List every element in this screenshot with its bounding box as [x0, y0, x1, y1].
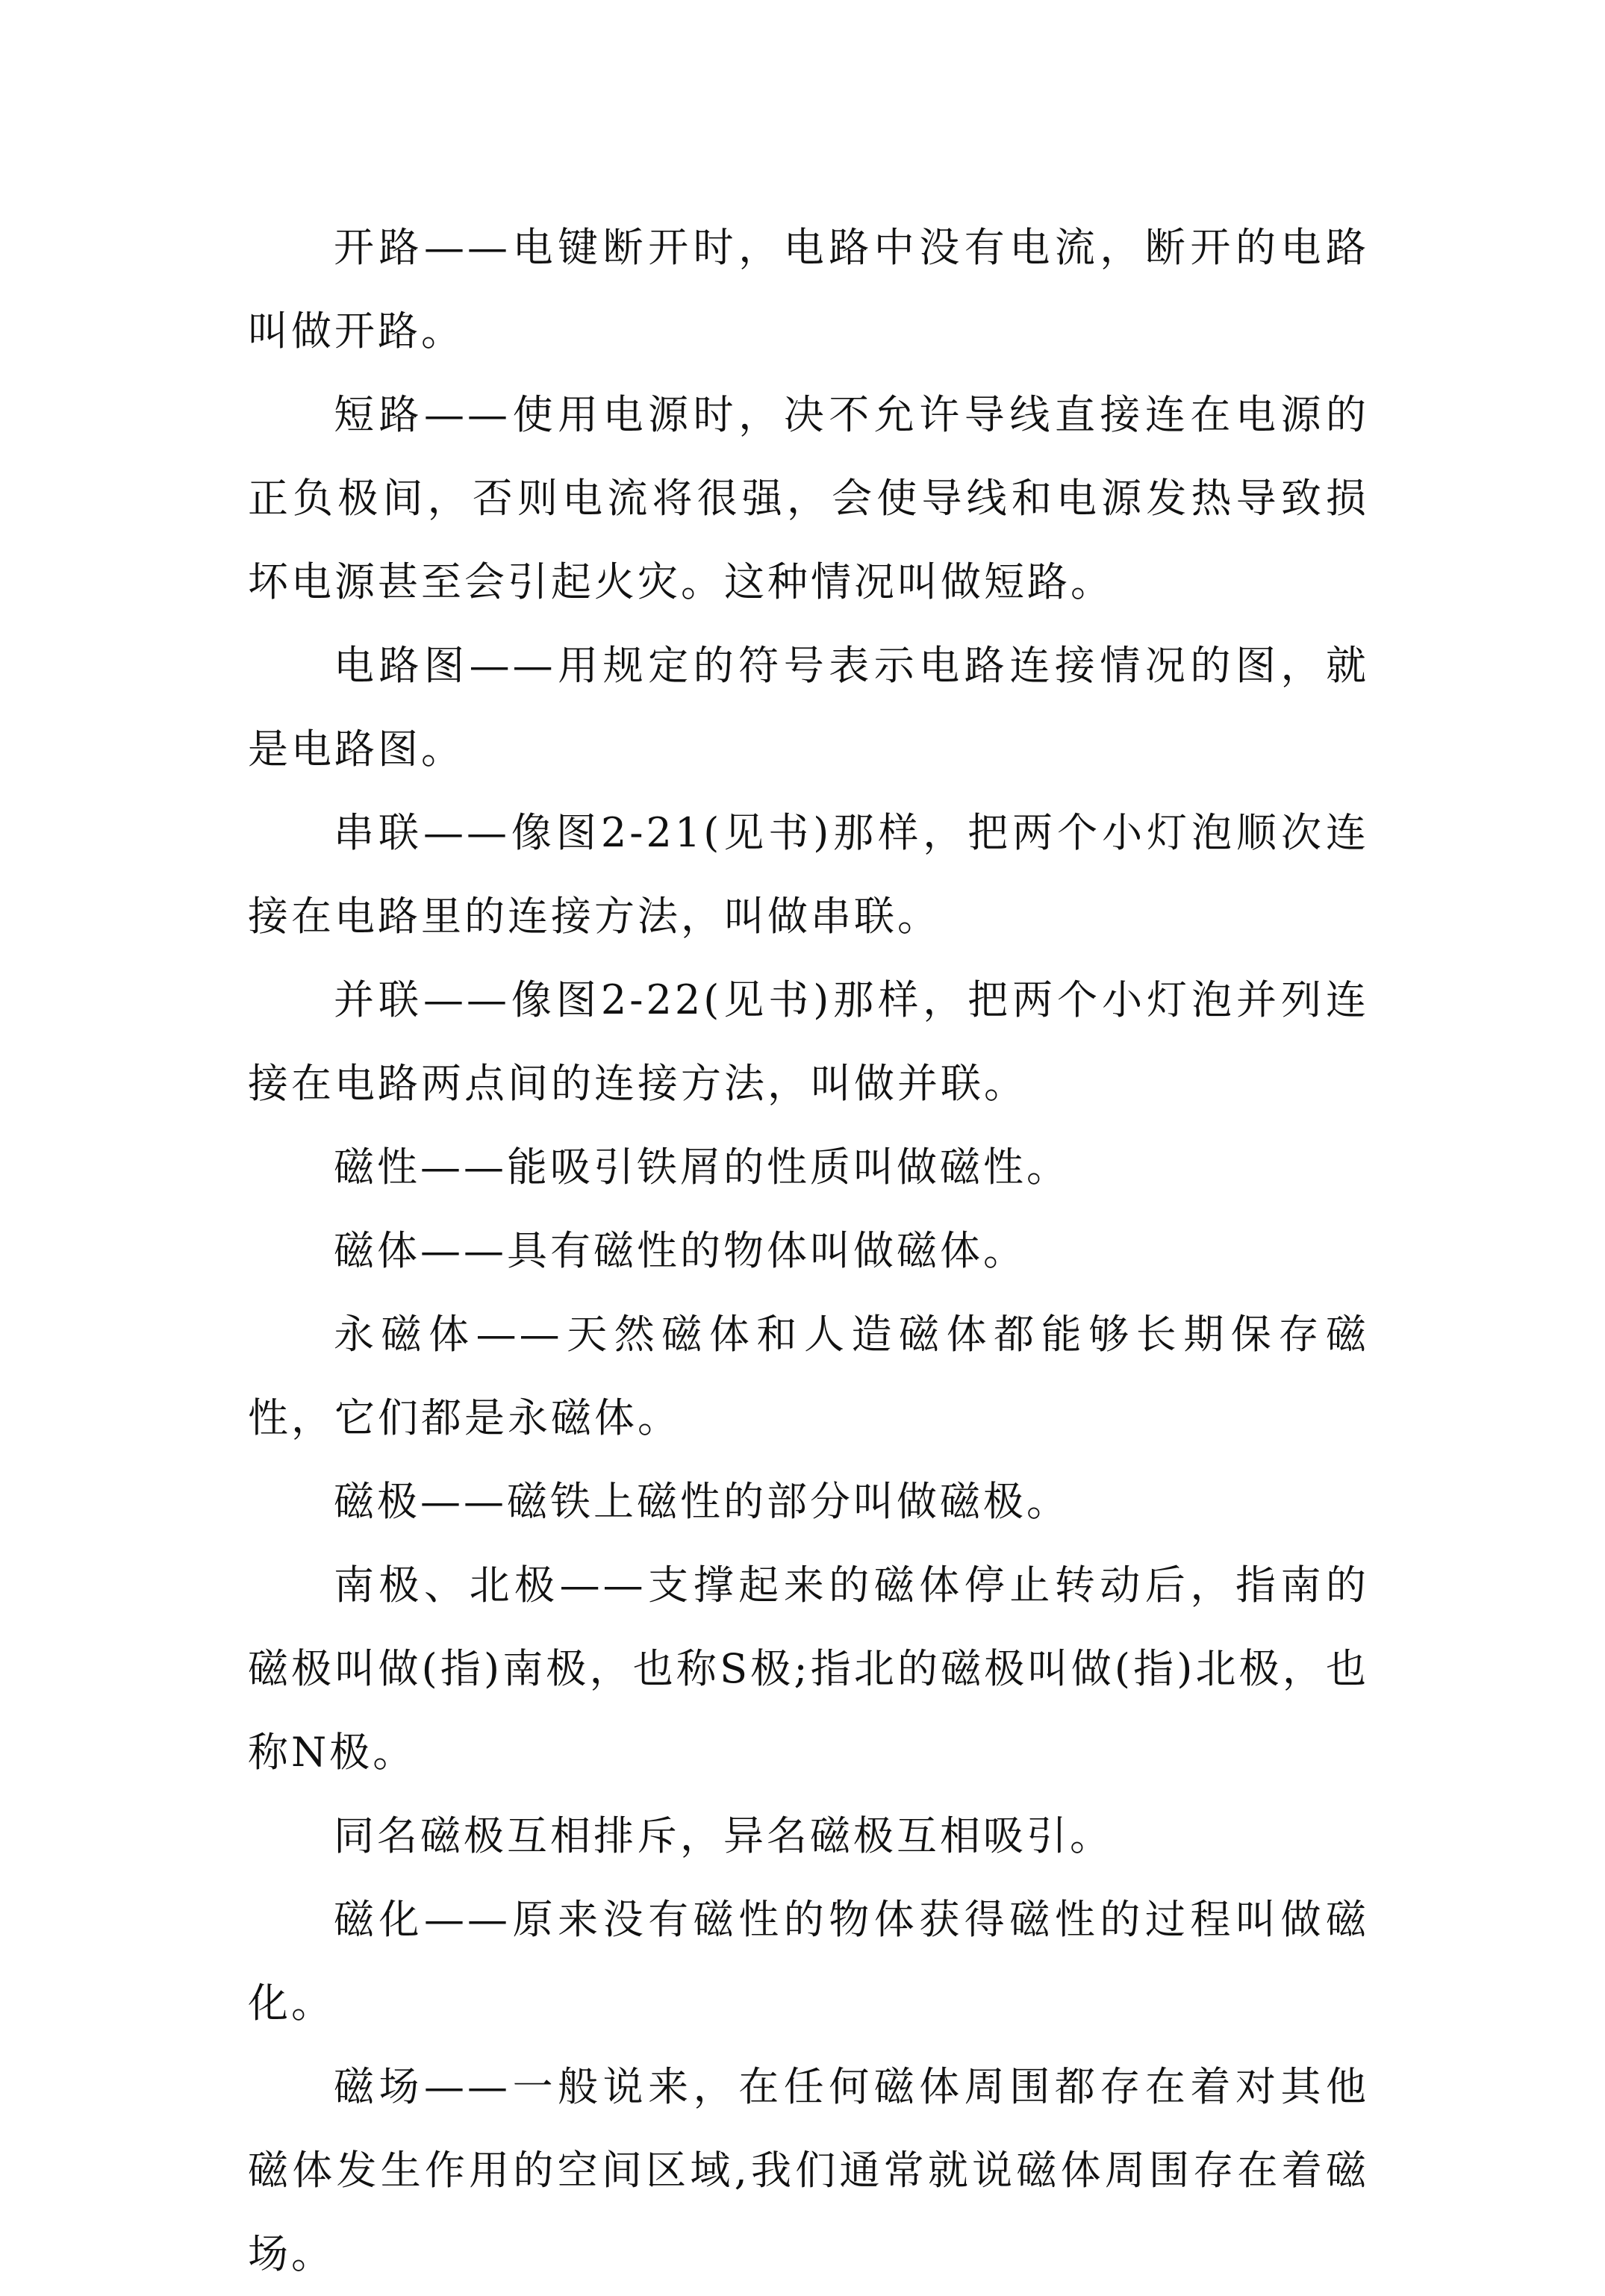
- paragraph-permanent-magnet: 永磁体——天然磁体和人造磁体都能够长期保存磁性，它们都是永磁体。: [248, 1311, 1369, 1441]
- paragraph-magnetic-pole: 磁极——磁铁上磁性的部分叫做磁极。: [334, 1478, 1070, 1525]
- paragraph-circuit-diagram: 电路图——用规定的符号表示电路连接情况的图，就是电路图。: [248, 642, 1369, 773]
- paragraph-series: 串联——像图2-21(见书)那样，把两个小灯泡顺次连接在电路里的连接方法，叫做串联。: [248, 809, 1369, 940]
- paragraph-parallel: 并联——像图2-22(见书)那样，把两个小灯泡并列连接在电路两点间的连接方法，叫做并联。: [248, 976, 1369, 1107]
- paragraph-pole-interaction: 同名磁极互相排斥，异名磁极互相吸引。: [334, 1812, 1113, 1859]
- paragraph-open-circuit: 开路——电键断开时，电路中没有电流，断开的电路叫做开路。: [248, 224, 1369, 355]
- paragraph-short-circuit: 短路——使用电源时，决不允许导线直接连在电源的正负极间，否则电流将很强，会使导线和电源发热导致损坏电源甚至会引起火灾。这种情况叫做短路。: [248, 391, 1369, 605]
- paragraph-magnet: 磁体——具有磁性的物体叫做磁体。: [334, 1227, 1026, 1274]
- paragraph-magnetization: 磁化——原来没有磁性的物体获得磁性的过程叫做磁化。: [248, 1896, 1369, 2027]
- paragraph-magnetism: 磁性——能吸引铁屑的性质叫做磁性。: [334, 1144, 1070, 1191]
- document-body: [248, 206, 1369, 2296]
- paragraph-south-north-pole: 南极、北极——支撑起来的磁体停止转动后，指南的磁极叫做(指)南极，也称S极;指北的磁极叫做(指)北极，也称N极。: [248, 1562, 1369, 1776]
- paragraph-magnetic-field: 磁场——一般说来，在任何磁体周围都存在着对其他磁体发生作用的空间区域,我们通常就说磁体周围存在着磁场。: [248, 2063, 1369, 2277]
